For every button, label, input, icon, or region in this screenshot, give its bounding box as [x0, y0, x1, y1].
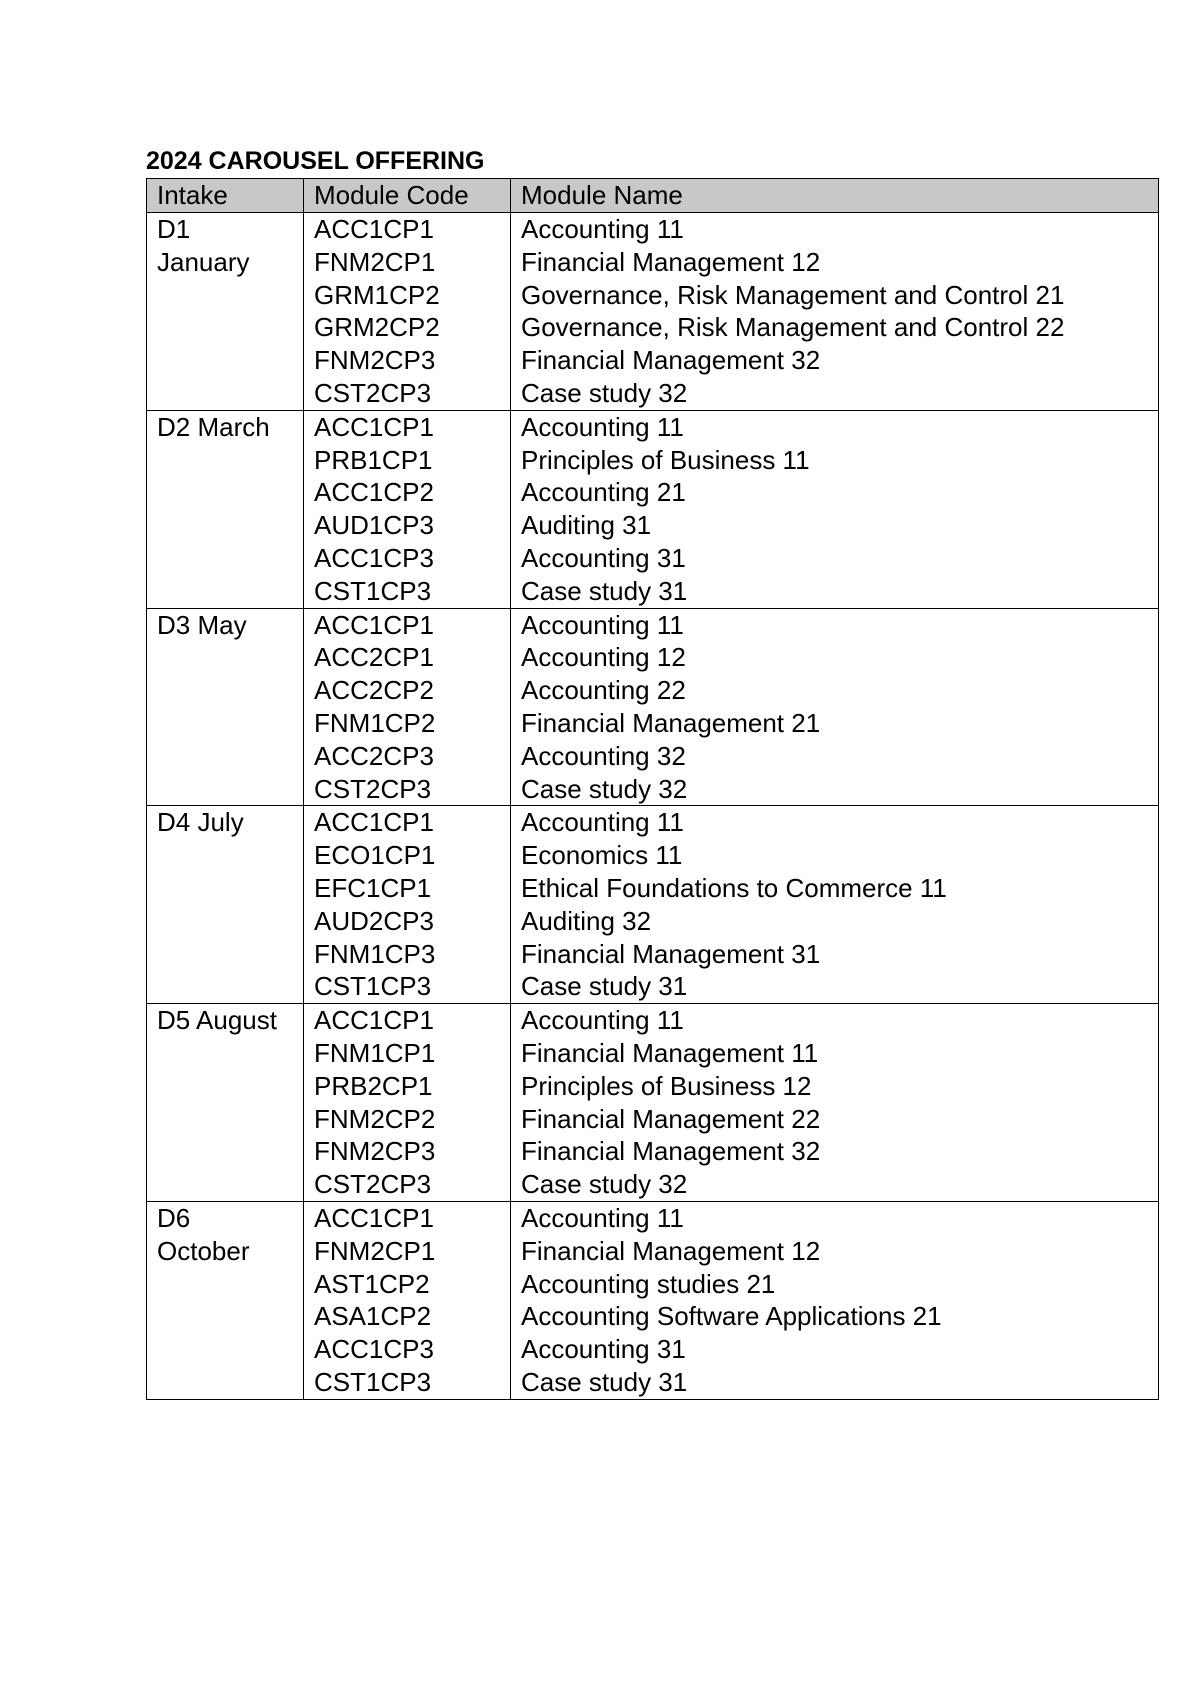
- intake-label: D1: [157, 214, 191, 244]
- intake-cell: [147, 806, 304, 1004]
- intake-label: D3 May: [157, 609, 247, 640]
- module-name: Accounting 11: [521, 411, 684, 442]
- module-name: Accounting studies 21: [521, 1268, 776, 1299]
- module-name-cell: [511, 213, 1159, 411]
- module-name-cell: [511, 410, 1159, 608]
- module-name: Auditing 31: [521, 510, 652, 541]
- carousel-offering-table: [146, 178, 1159, 1400]
- header-module-code: Module Code: [304, 179, 511, 213]
- module-code: FNM2CP2: [314, 1103, 436, 1134]
- module-code: FNM2CP3: [314, 345, 436, 376]
- module-name: Accounting 11: [521, 609, 684, 640]
- module-code: ACC1CP1: [314, 609, 434, 640]
- module-code: CST1CP3: [314, 971, 432, 1002]
- module-code: FNM2CP1: [314, 1235, 436, 1266]
- header-intake: Intake: [147, 179, 304, 213]
- module-name: Accounting 12: [521, 642, 686, 673]
- module-code: ACC1CP1: [314, 411, 434, 442]
- module-code: ACC1CP3: [314, 1334, 434, 1365]
- module-code: GRM1CP2: [314, 279, 440, 310]
- module-code: FNM2CP1: [314, 246, 436, 277]
- module-code: ACC1CP1: [314, 1202, 434, 1233]
- page-title: 2024 CAROUSEL OFFERING: [146, 147, 485, 175]
- table-body: [147, 213, 1159, 1400]
- module-code: CST1CP3: [314, 1366, 432, 1397]
- module-code: ACC1CP1: [314, 1005, 434, 1036]
- intake-label: D2 March: [157, 411, 270, 442]
- module-name: Financial Management 32: [521, 1136, 821, 1167]
- module-code-cell: [304, 806, 511, 1004]
- header-module-name: Module Name: [511, 179, 1159, 213]
- intake-cell: [147, 213, 304, 411]
- intake-label: D5 August: [157, 1005, 277, 1036]
- module-code: CST1CP3: [314, 575, 432, 606]
- module-code: AST1CP2: [314, 1268, 430, 1299]
- module-name: Case study 32: [521, 1169, 688, 1200]
- module-name: Accounting 22: [521, 675, 686, 706]
- module-name: Financial Management 22: [521, 1103, 821, 1134]
- module-name: Financial Management 12: [521, 1235, 821, 1266]
- intake-cell: [147, 608, 304, 806]
- module-code: ACC1CP2: [314, 477, 434, 508]
- module-code-cell: [304, 1201, 511, 1399]
- module-name: Accounting 31: [521, 542, 686, 573]
- module-code: FNM1CP1: [314, 1037, 436, 1068]
- module-code: ACC2CP2: [314, 675, 434, 706]
- module-code: ACC1CP1: [314, 807, 434, 838]
- module-code: GRM2CP2: [314, 312, 440, 343]
- module-name: Financial Management 11: [521, 1037, 819, 1068]
- intake-cell: [147, 410, 304, 608]
- table-row: [147, 410, 1159, 608]
- table-row: [147, 213, 1159, 411]
- module-name-cell: [511, 806, 1159, 1004]
- module-name: Financial Management 32: [521, 345, 821, 376]
- module-name: Financial Management 12: [521, 246, 821, 277]
- module-code: FNM2CP3: [314, 1136, 436, 1167]
- module-name: Governance, Risk Management and Control 21: [521, 279, 1065, 310]
- module-name: Accounting Software Applications 21: [521, 1301, 942, 1332]
- module-name: Auditing 32: [521, 905, 652, 936]
- module-name: Principles of Business 12: [521, 1070, 812, 1101]
- module-code-cell: [304, 1004, 511, 1202]
- module-name: Principles of Business 11: [521, 444, 810, 475]
- module-code-cell: [304, 410, 511, 608]
- table-header-row: [147, 179, 1159, 213]
- intake-label: January: [157, 246, 250, 277]
- intake-label: D6: [157, 1202, 191, 1233]
- module-name: Accounting 11: [521, 807, 684, 838]
- module-code: CST2CP3: [314, 377, 432, 408]
- intake-label: October: [157, 1235, 250, 1266]
- table-row: [147, 1201, 1159, 1399]
- module-code: EFC1CP1: [314, 872, 432, 903]
- module-name: Accounting 21: [521, 477, 686, 508]
- module-name: Financial Management 21: [521, 707, 821, 738]
- module-code: FNM1CP3: [314, 938, 436, 969]
- intake-cell: [147, 1004, 304, 1202]
- module-name: Accounting 31: [521, 1334, 686, 1365]
- module-code: ACC1CP3: [314, 542, 434, 573]
- table-row: [147, 806, 1159, 1004]
- module-name: Case study 32: [521, 377, 688, 408]
- module-name: Case study 31: [521, 971, 688, 1002]
- module-code: PRB2CP1: [314, 1070, 433, 1101]
- module-code: ACC2CP3: [314, 740, 434, 771]
- module-code: CST2CP3: [314, 1169, 432, 1200]
- module-code-cell: [304, 608, 511, 806]
- module-name-cell: [511, 1004, 1159, 1202]
- module-name: Ethical Foundations to Commerce 11: [521, 872, 947, 903]
- module-code: PRB1CP1: [314, 444, 433, 475]
- module-code: CST2CP3: [314, 773, 432, 804]
- module-code-cell: [304, 213, 511, 411]
- module-name: Case study 32: [521, 773, 688, 804]
- module-name: Case study 31: [521, 575, 688, 606]
- intake-label: D4 July: [157, 807, 244, 838]
- module-name-cell: [511, 1201, 1159, 1399]
- table-row: [147, 608, 1159, 806]
- table-row: [147, 1004, 1159, 1202]
- module-name: Financial Management 31: [521, 938, 821, 969]
- module-code: ASA1CP2: [314, 1301, 432, 1332]
- module-name: Accounting 11: [521, 1202, 684, 1233]
- module-code: ACC2CP1: [314, 642, 434, 673]
- module-code: ECO1CP1: [314, 840, 436, 871]
- module-name: Economics 11: [521, 840, 683, 871]
- module-code: FNM1CP2: [314, 707, 436, 738]
- module-name: Accounting 32: [521, 740, 686, 771]
- module-name: Accounting 11: [521, 1005, 684, 1036]
- module-code: AUD2CP3: [314, 905, 434, 936]
- module-name: Case study 31: [521, 1366, 688, 1397]
- module-name: Accounting 11: [521, 214, 684, 244]
- module-name-cell: [511, 608, 1159, 806]
- module-code: ACC1CP1: [314, 214, 434, 244]
- module-name: Governance, Risk Management and Control 22: [521, 312, 1065, 343]
- intake-cell: [147, 1201, 304, 1399]
- module-code: AUD1CP3: [314, 510, 434, 541]
